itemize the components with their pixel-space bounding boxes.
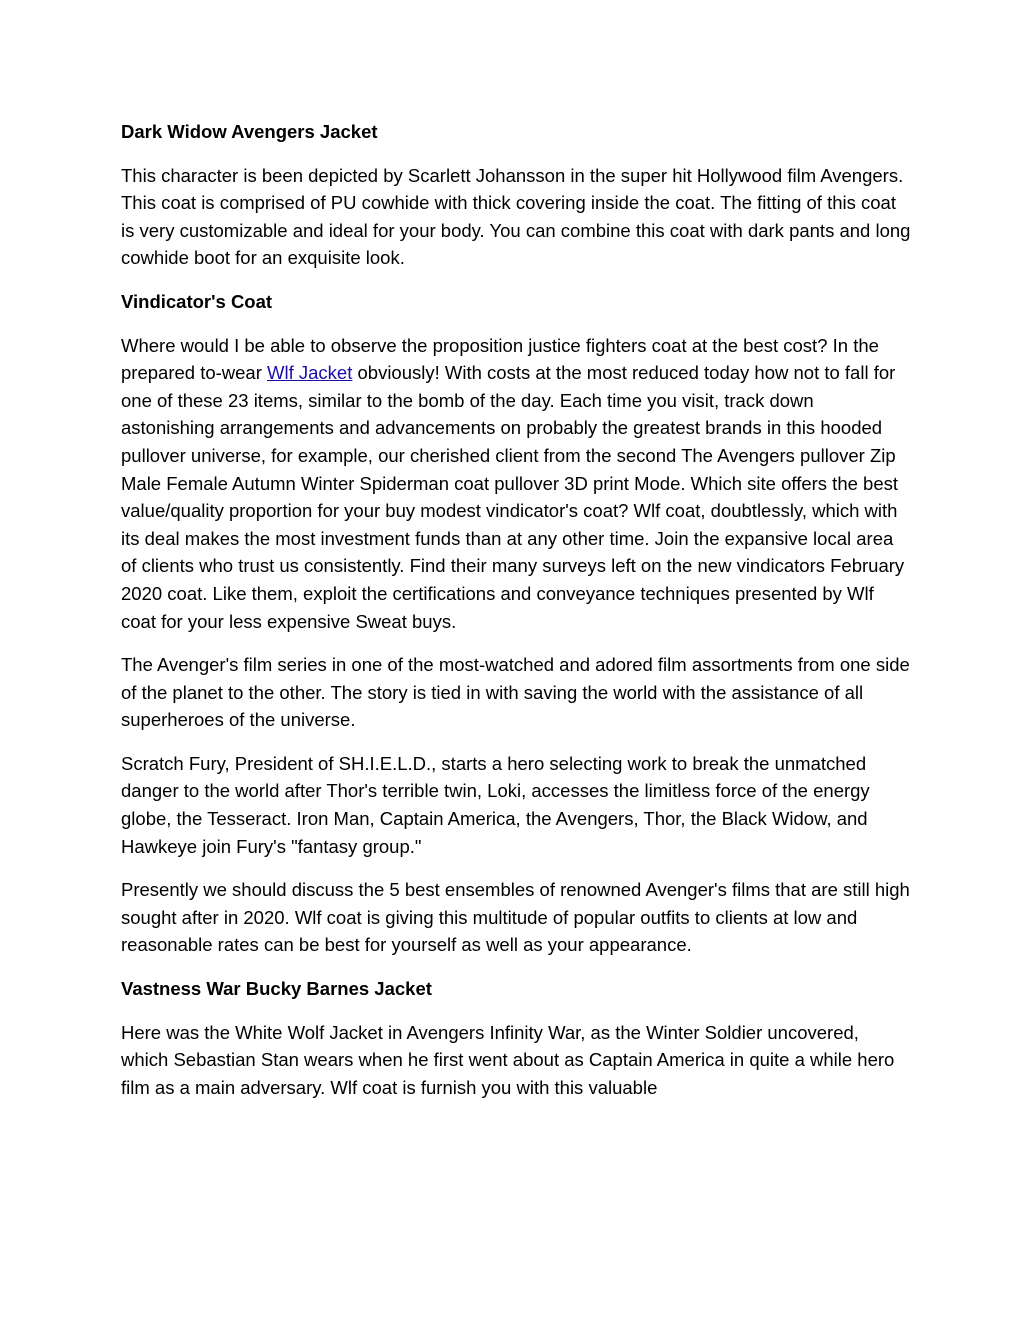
section-heading-vindicators-coat: Vindicator's Coat — [121, 290, 273, 312]
paragraph-best-ensembles: Presently we should discuss the 5 best ensembles of renowned Avenger's films that are still high sought after in 2020. Wlf coat is giving this multitude of popular outfits to clients at low and reasonable rates can be best for yourself as well as your appearance. — [121, 879, 910, 956]
paragraph-text-after-link: obviously! With costs at the most reduced today how not to fall for one of these 23 items, similar to the bomb of the day. Each time you visit, track down astonishing arrangements and advancements on probably the greatest brands in this hooded pullover universe, for example, our cherished client from the second The Avengers pullover Zip Male Female Autumn Winter Spiderman coat pullover 3D print Mode. Which site offers the best value/quality proportion for your buy modest vindicator's coat? Wlf coat, doubtlessly, which with its deal makes the most investment funds than at any other time. Join the expansive local area of clients who trust us consistently. Find their many surveys left on the new vindicators February 2020 coat. Like them, exploit the certifications and conveyance techniques presented by Wlf coat for your less expensive Sweat buys. — [121, 362, 905, 632]
paragraph-avengers-film-series: The Avenger's film series in one of the most-watched and adored film assortments from one side of the planet to the other. The story is tied in with saving the world with the assistance of all superheroes of the universe. — [121, 654, 910, 731]
wlf-jacket-link[interactable]: Wlf Jacket — [267, 362, 353, 384]
paragraph-text-before-link: Where would I be able to observe the proposition justice fighters coat at the best cost? In the prepared to-wear — [121, 334, 879, 384]
paragraph-bucky-barnes: Here was the White Wolf Jacket in Avengers Infinity War, as the Winter Soldier uncovered, which Sebastian Stan wears when he first went about as Captain America in quite a while hero film as a main adversary. Wlf coat is furnish you with this valuable — [121, 1021, 895, 1098]
paragraph-vindicators-coat — [121, 332, 911, 636]
paragraph-scratch-fury: Scratch Fury, President of SH.I.E.L.D., starts a hero selecting work to break the unmatched danger to the world after Thor's terrible twin, Loki, accesses the limitless force of the energy globe, the Tesseract. Iron Man, Captain America, the Avengers, Thor, the Black Widow, and Hawkeye join Fury's "fantasy group." — [121, 752, 870, 857]
paragraph-dark-widow: This character is been depicted by Scarlett Johansson in the super hit Hollywood film Avengers. This coat is comprised of PU cowhide with thick covering inside the coat. The fitting of this coat is very customizable and ideal for your body. You can combine this coat with dark pants and long cowhide boot for an exquisite look. — [121, 164, 911, 269]
document-page — [121, 118, 911, 1117]
section-heading-bucky-barnes: Vastness War Bucky Barnes Jacket — [121, 978, 432, 1000]
section-heading-dark-widow: Dark Widow Avengers Jacket — [121, 121, 378, 142]
